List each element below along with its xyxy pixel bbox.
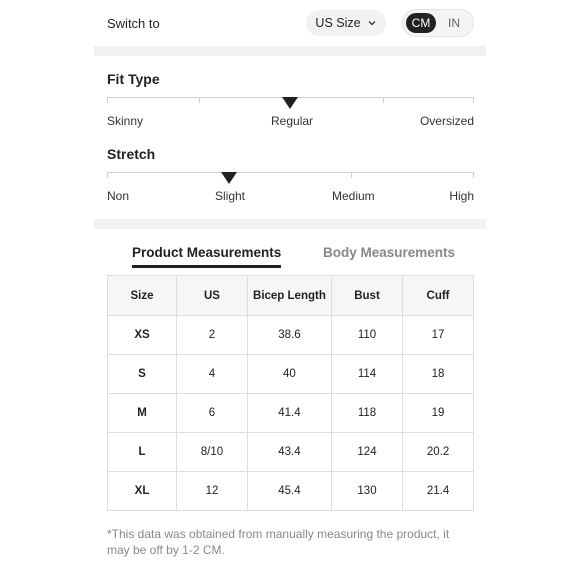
table-row [108,472,474,511]
header-size: Size [108,276,177,316]
table-row [108,394,474,433]
measurement-table [107,275,474,511]
cell-bicep-length: 45.4 [247,472,331,511]
cell-cuff: 21.4 [403,472,474,511]
tab-body-measurements[interactable]: Body Measurements [323,245,456,260]
stretch-scale [107,172,474,178]
size-system-select[interactable] [306,10,386,36]
cell-cuff: 18 [403,355,474,394]
stretch-marker [221,172,237,184]
cell-bicep-length: 43.4 [247,433,331,472]
measurement-table-scroll[interactable] [94,229,474,529]
table-row [108,355,474,394]
cell-size: XL [108,472,177,511]
chevron-down-icon [367,18,377,28]
measurements-panel [94,229,486,580]
fit-type-title: Fit Type [107,71,160,87]
table-header-row [108,276,474,316]
header-bust: Bust [331,276,402,316]
unit-switch-panel [94,0,486,46]
tab-product-label: Product Measurements [132,245,282,260]
cell-bicep-length: 40 [247,355,331,394]
switch-to-label: Switch to [107,16,160,31]
cell-size: M [108,394,177,433]
cell-cuff: 19 [403,394,474,433]
cell-cuff: 17 [403,316,474,355]
cell-bust: 118 [331,394,402,433]
cell-bust: 124 [331,433,402,472]
stretch-label-high: High [449,189,474,203]
fit-type-marker [282,97,298,109]
size-system-value: US Size [315,16,361,30]
cell-bicep-length: 38.6 [247,316,331,355]
cell-size: S [108,355,177,394]
size-guide-sheet [94,0,486,580]
fit-label-skinny: Skinny [107,114,144,128]
stretch-title: Stretch [107,146,156,162]
cell-us: 4 [177,355,248,394]
unit-toggle [402,9,474,37]
cell-us: 2 [177,316,248,355]
stretch-label-slight: Slight [215,189,246,203]
cell-us: 8/10 [177,433,248,472]
cell-bust: 114 [331,355,402,394]
stretch-label-non: Non [107,189,130,203]
cell-bust: 130 [331,472,402,511]
cell-us: 6 [177,394,248,433]
cell-bust: 110 [331,316,402,355]
unit-cm-option[interactable]: CM [406,13,436,33]
stretch-label-medium: Medium [332,189,375,203]
fit-label-regular: Regular [271,114,314,128]
fit-stretch-panel [94,56,486,219]
cell-bicep-length: 41.4 [247,394,331,433]
table-row [108,433,474,472]
cell-us: 12 [177,472,248,511]
header-cuff: Cuff [403,276,474,316]
table-row [108,316,474,355]
cell-size: L [108,433,177,472]
measurement-disclaimer: *This data was obtained from manually measuring the product, it may be off by 1-2 CM. [107,527,450,557]
unit-in-option[interactable]: IN [448,16,460,30]
header-bicep-length: Bicep Length [247,276,331,316]
cell-size: XS [108,316,177,355]
fit-label-oversized: Oversized [419,114,474,128]
header-us: US [177,276,248,316]
cell-cuff: 20.2 [403,433,474,472]
